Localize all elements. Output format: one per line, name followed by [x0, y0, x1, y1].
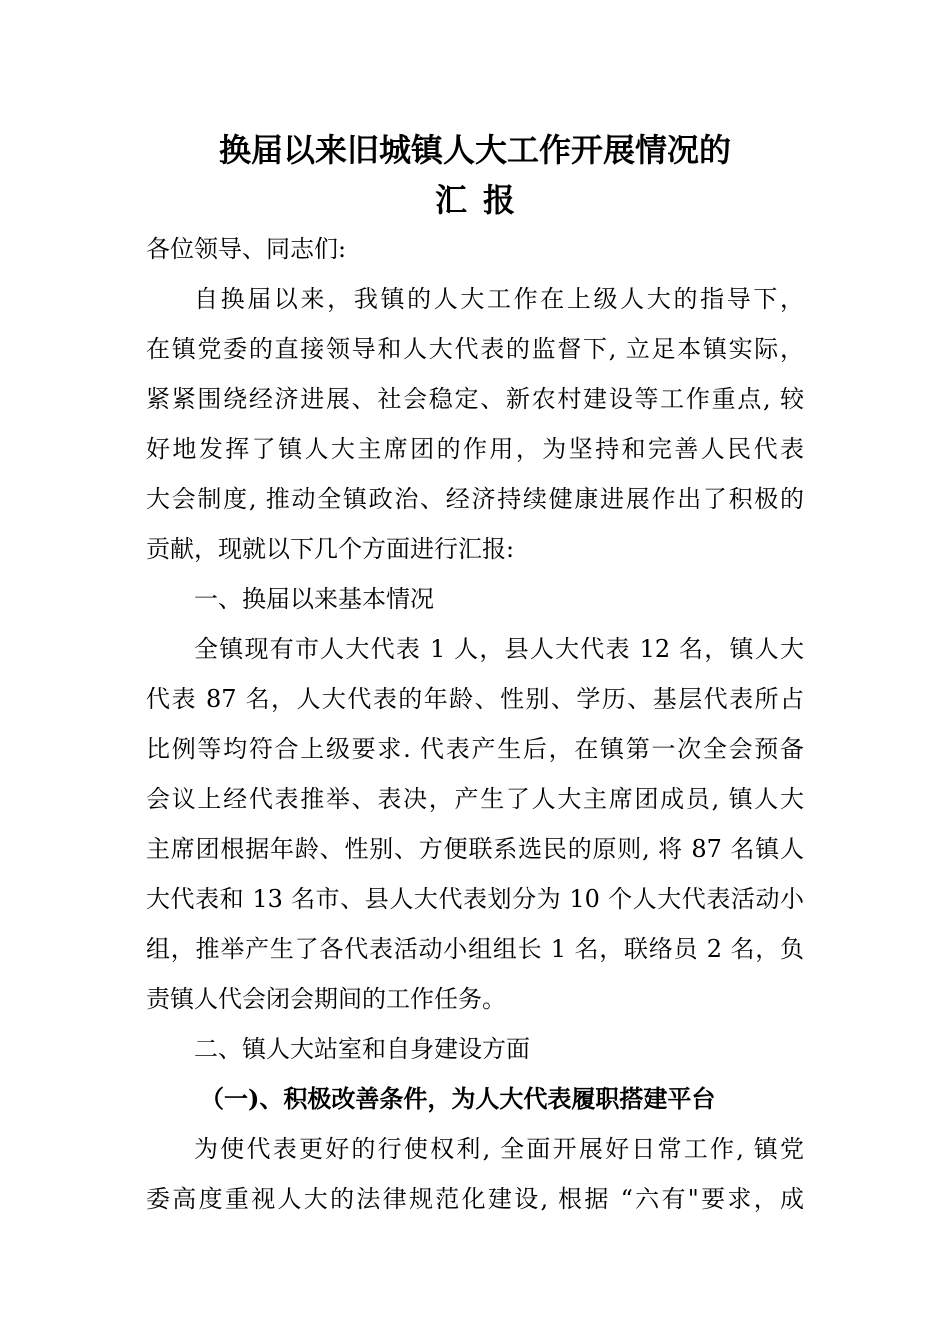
intro-line: 自换届以来，我镇的人大工作在上级人大的指导下，	[194, 285, 804, 313]
salutation: 各位领导、同志们:	[146, 235, 347, 263]
section-2-heading: 二、镇人大站室和自身建设方面	[194, 1035, 530, 1063]
intro-line: 大会制度, 推动全镇政治、经济持续健康进展作出了积极的	[146, 485, 804, 513]
section-1-line: 比例等均符合上级要求. 代表产生后，在镇第一次全会预备	[146, 735, 804, 763]
document-title-line-1: 换届以来旧城镇人大工作开展情况的	[218, 131, 731, 169]
intro-line: 好地发挥了镇人大主席团的作用，为坚持和完善人民代表	[146, 435, 804, 463]
document-title-line-2: 汇报	[434, 181, 531, 219]
section-1-heading: 一、换届以来基本情况	[194, 585, 434, 613]
section-1-line: 组，推举产生了各代表活动小组组长 1 名，联络员 2 名，负	[146, 935, 804, 963]
section-1-line: 大代表和 13 名市、县人大代表划分为 10 个人大代表活动小	[146, 885, 804, 913]
section-1-line: 责镇人代会闭会期间的工作任务。	[146, 985, 506, 1013]
intro-line: 贡献，现就以下几个方面进行汇报:	[146, 535, 515, 563]
section-1-line: 主席团根据年龄、性别、方便联系选民的原则, 将 87 名镇人	[146, 835, 804, 863]
section-2-line: 为使代表更好的行使权利, 全面开展好日常工作, 镇党	[194, 1135, 804, 1163]
section-2-subheading: （一)、积极改善条件，为人大代表履职搭建平台	[200, 1084, 716, 1113]
section-1-line: 全镇现有市人大代表 1 人，县人大代表 12 名，镇人大	[194, 635, 804, 663]
intro-line: 在镇党委的直接领导和人大代表的监督下, 立足本镇实际，	[146, 335, 804, 363]
intro-line: 紧紧围绕经济进展、社会稳定、新农村建设等工作重点, 较	[146, 385, 804, 413]
section-1-line: 会议上经代表推举、表决，产生了人大主席团成员, 镇人大	[146, 785, 804, 813]
section-1-line: 代表 87 名，人大代表的年龄、性别、学历、基层代表所占	[146, 685, 804, 713]
section-2-line: 委高度重视人大的法律规范化建设, 根据 “六有"要求，成	[146, 1185, 804, 1213]
